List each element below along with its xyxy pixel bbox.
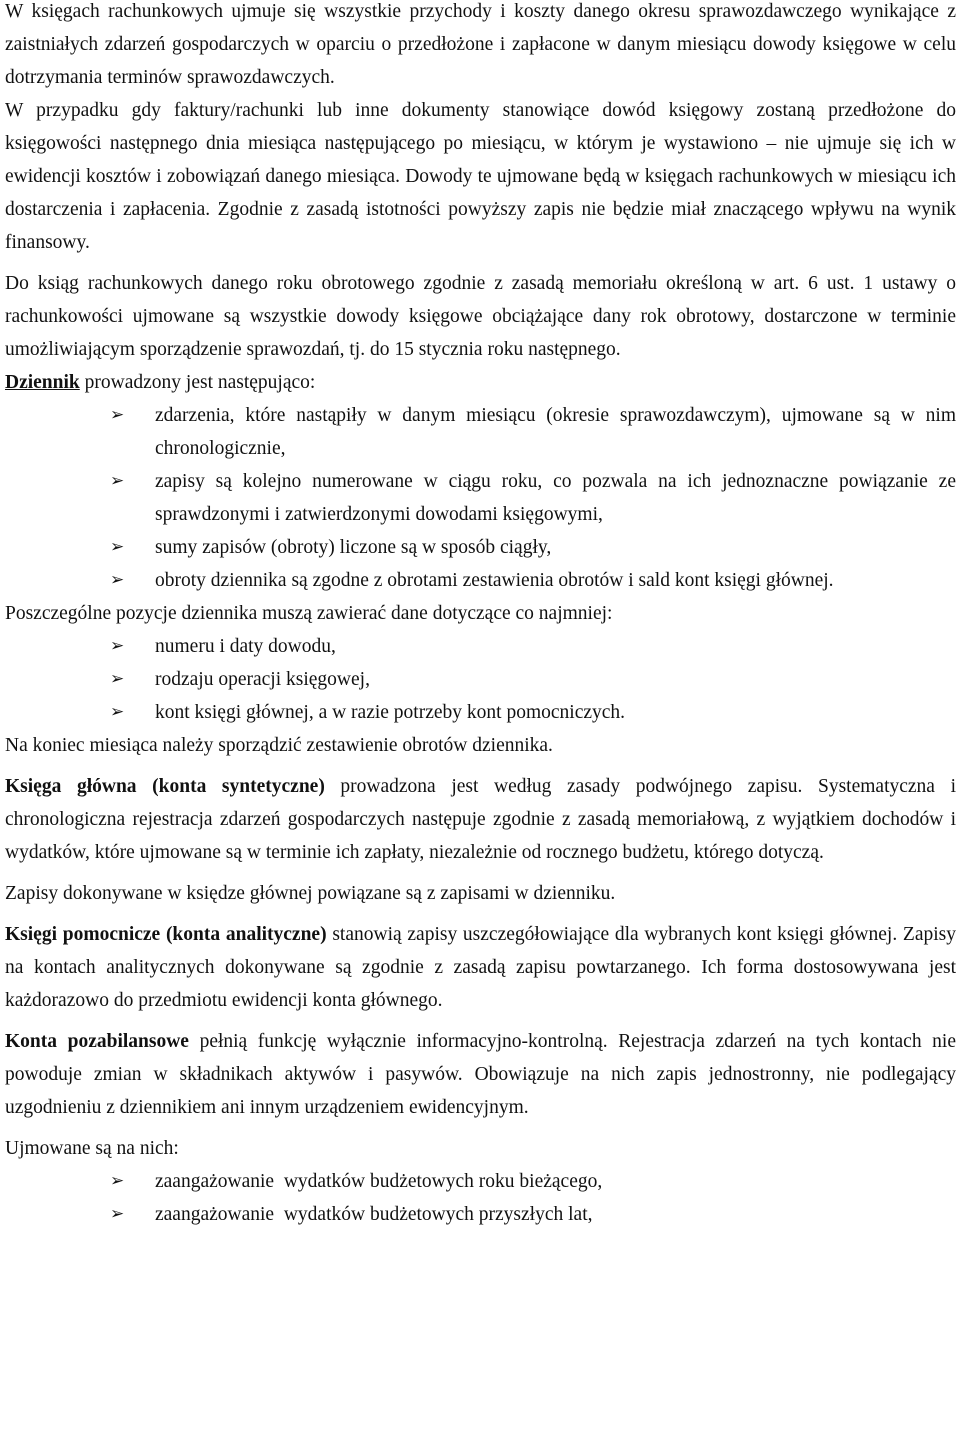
arrowhead-bullet-icon: ➢ (110, 1171, 125, 1191)
list-item (110, 531, 956, 564)
paragraph-pozycje-intro: Poszczególne pozycje dziennika muszą zawierać dane dotyczące co najmniej: (5, 603, 613, 624)
list-item (110, 1165, 956, 1198)
paragraph-ksiega-glowna (5, 770, 956, 869)
paragraph-dziennik-intro (5, 366, 956, 399)
list-item-text: zaangażowanie wydatków budżetowych przyszłych lat, (155, 1204, 593, 1225)
list-item (110, 1198, 956, 1231)
konta-pozabilansowe-term: Konta pozabilansowe (5, 1031, 189, 1052)
dziennik-intro-text: prowadzony jest następująco: (79, 372, 316, 393)
list-item (110, 630, 956, 663)
paragraph-ujmowane-intro: Ujmowane są na nich: (5, 1138, 179, 1159)
paragraph-ksiegi-rachunkowe: W księgach rachunkowych ujmuje się wszystkie przychody i koszty danego okresu sprawozdawczego wynikające z zaistniałych zdarzeń gospodarczych w oparciu o przedłożone i zapłacone w danym miesiącu dowody księgowe w celu dotrzymania terminów sprawozdawczych. (5, 1, 956, 88)
arrowhead-bullet-icon: ➢ (110, 405, 125, 425)
arrowhead-bullet-icon: ➢ (110, 471, 125, 491)
paragraph-rok-obrotowy: Do ksiąg rachunkowych danego roku obrotowego zgodnie z zasadą memoriału określoną w art. 6 ust. 1 ustawy o rachunkowości ujmowane są wszystkie dowody księgowe obciążające dany rok obrotowy, dostarczone w terminie umożliwiającym sporządzenie sprawozdań, tj. do 15 stycznia roku następnego. (5, 273, 956, 360)
paragraph-konta-pozabilansowe (5, 1025, 956, 1124)
arrowhead-bullet-icon: ➢ (110, 570, 125, 590)
list-item (110, 465, 956, 531)
list-item (110, 696, 956, 729)
arrowhead-bullet-icon: ➢ (110, 702, 125, 722)
list-item (110, 663, 956, 696)
paragraph-faktury: W przypadku gdy faktury/rachunki lub inne dokumenty stanowiące dowód księgowy zostaną przedłożone do księgowości następnego dnia miesiąca następującego po miesiącu, w którym je wystawiono – nie ujmuje się ich w ewidencji kosztów i zobowiązań danego miesiąca. Dowody te ujmowane będą w księgach rachunkowych w miesiącu ich dostarczenia i zapłacenia. Zgodnie z zasadą istotności powyższy zapis nie będzie miał znaczącego wpływu na wynik finansowy. (5, 100, 956, 253)
dziennik-list (5, 399, 956, 597)
arrowhead-bullet-icon: ➢ (110, 669, 125, 689)
ksiega-glowna-text: prowadzona jest według zasady podwójnego zapisu. Systematyczna i chronologiczna rejestracja zdarzeń gospodarczych następuje zgodnie z zasadą memoriałową, z wyjątkiem dochodów i wydatków, które ujmowane są w terminie ich zapłaty, niezależnie od rocznego budżetu, którego dotyczą. (5, 776, 956, 863)
list-item-text: zaangażowanie wydatków budżetowych roku bieżącego, (155, 1171, 603, 1192)
list-item (110, 399, 956, 465)
paragraph-zapisy-dziennik: Zapisy dokonywane w księdze głównej powiązane są z zapisami w dzienniku. (5, 883, 616, 904)
list-item (110, 564, 956, 597)
konta-pozabilansowe-text: pełnią funkcję wyłącznie informacyjno-kontrolną. Rejestracja zdarzeń na tych kontach nie powoduje zmian w składnikach aktywów i pasywów. Obowiązuje na nich zapis jednostronny, nie podlegający uzgodnieniu z dziennikiem ani innym urządzeniem ewidencyjnym. (5, 1031, 957, 1118)
ksiega-glowna-term: Księga główna (konta syntetyczne) (5, 776, 325, 797)
list-item-text: zapisy są kolejno numerowane w ciągu roku, co pozwala na ich jednoznaczne powiązanie ze sprawdzonymi i zatwierdzonymi dowodami księgowymi, (155, 471, 956, 525)
paragraph-ksiegi-pomocnicze (5, 918, 956, 1017)
paragraph-koniec-miesiaca: Na koniec miesiąca należy sporządzić zestawienie obrotów dziennika. (5, 735, 553, 756)
ujmowane-list (5, 1165, 956, 1231)
document-content (5, 0, 956, 1231)
arrowhead-bullet-icon: ➢ (110, 636, 125, 656)
list-item-text: kont księgi głównej, a w razie potrzeby kont pomocniczych. (155, 702, 626, 723)
list-item-text: zdarzenia, które nastąpiły w danym miesiącu (okresie sprawozdawczym), ujmowane są w nim chronologicznie, (155, 405, 956, 459)
dziennik-term: Dziennik (5, 372, 80, 393)
ksiegi-pomocnicze-term: Księgi pomocnicze (konta analityczne) (5, 924, 327, 945)
pozycje-list (5, 630, 956, 729)
arrowhead-bullet-icon: ➢ (110, 1204, 125, 1224)
arrowhead-bullet-icon: ➢ (110, 537, 125, 557)
list-item-text: rodzaju operacji księgowej, (155, 669, 370, 690)
ksiegi-pomocnicze-text: stanowią zapisy uszczegółowiające dla wybranych kont księgi głównej. Zapisy na kontach analitycznych dokonywane są zgodnie z zasadą zapisu powtarzanego. Ich forma dostosowywana jest każdorazowo do przedmiotu ewidencji konta głównego. (5, 924, 956, 1011)
list-item-text: sumy zapisów (obroty) liczone są w sposób ciągły, (155, 537, 552, 558)
list-item-text: obroty dziennika są zgodne z obrotami zestawienia obrotów i sald kont księgi głównej. (155, 570, 834, 591)
list-item-text: numeru i daty dowodu, (155, 636, 336, 657)
